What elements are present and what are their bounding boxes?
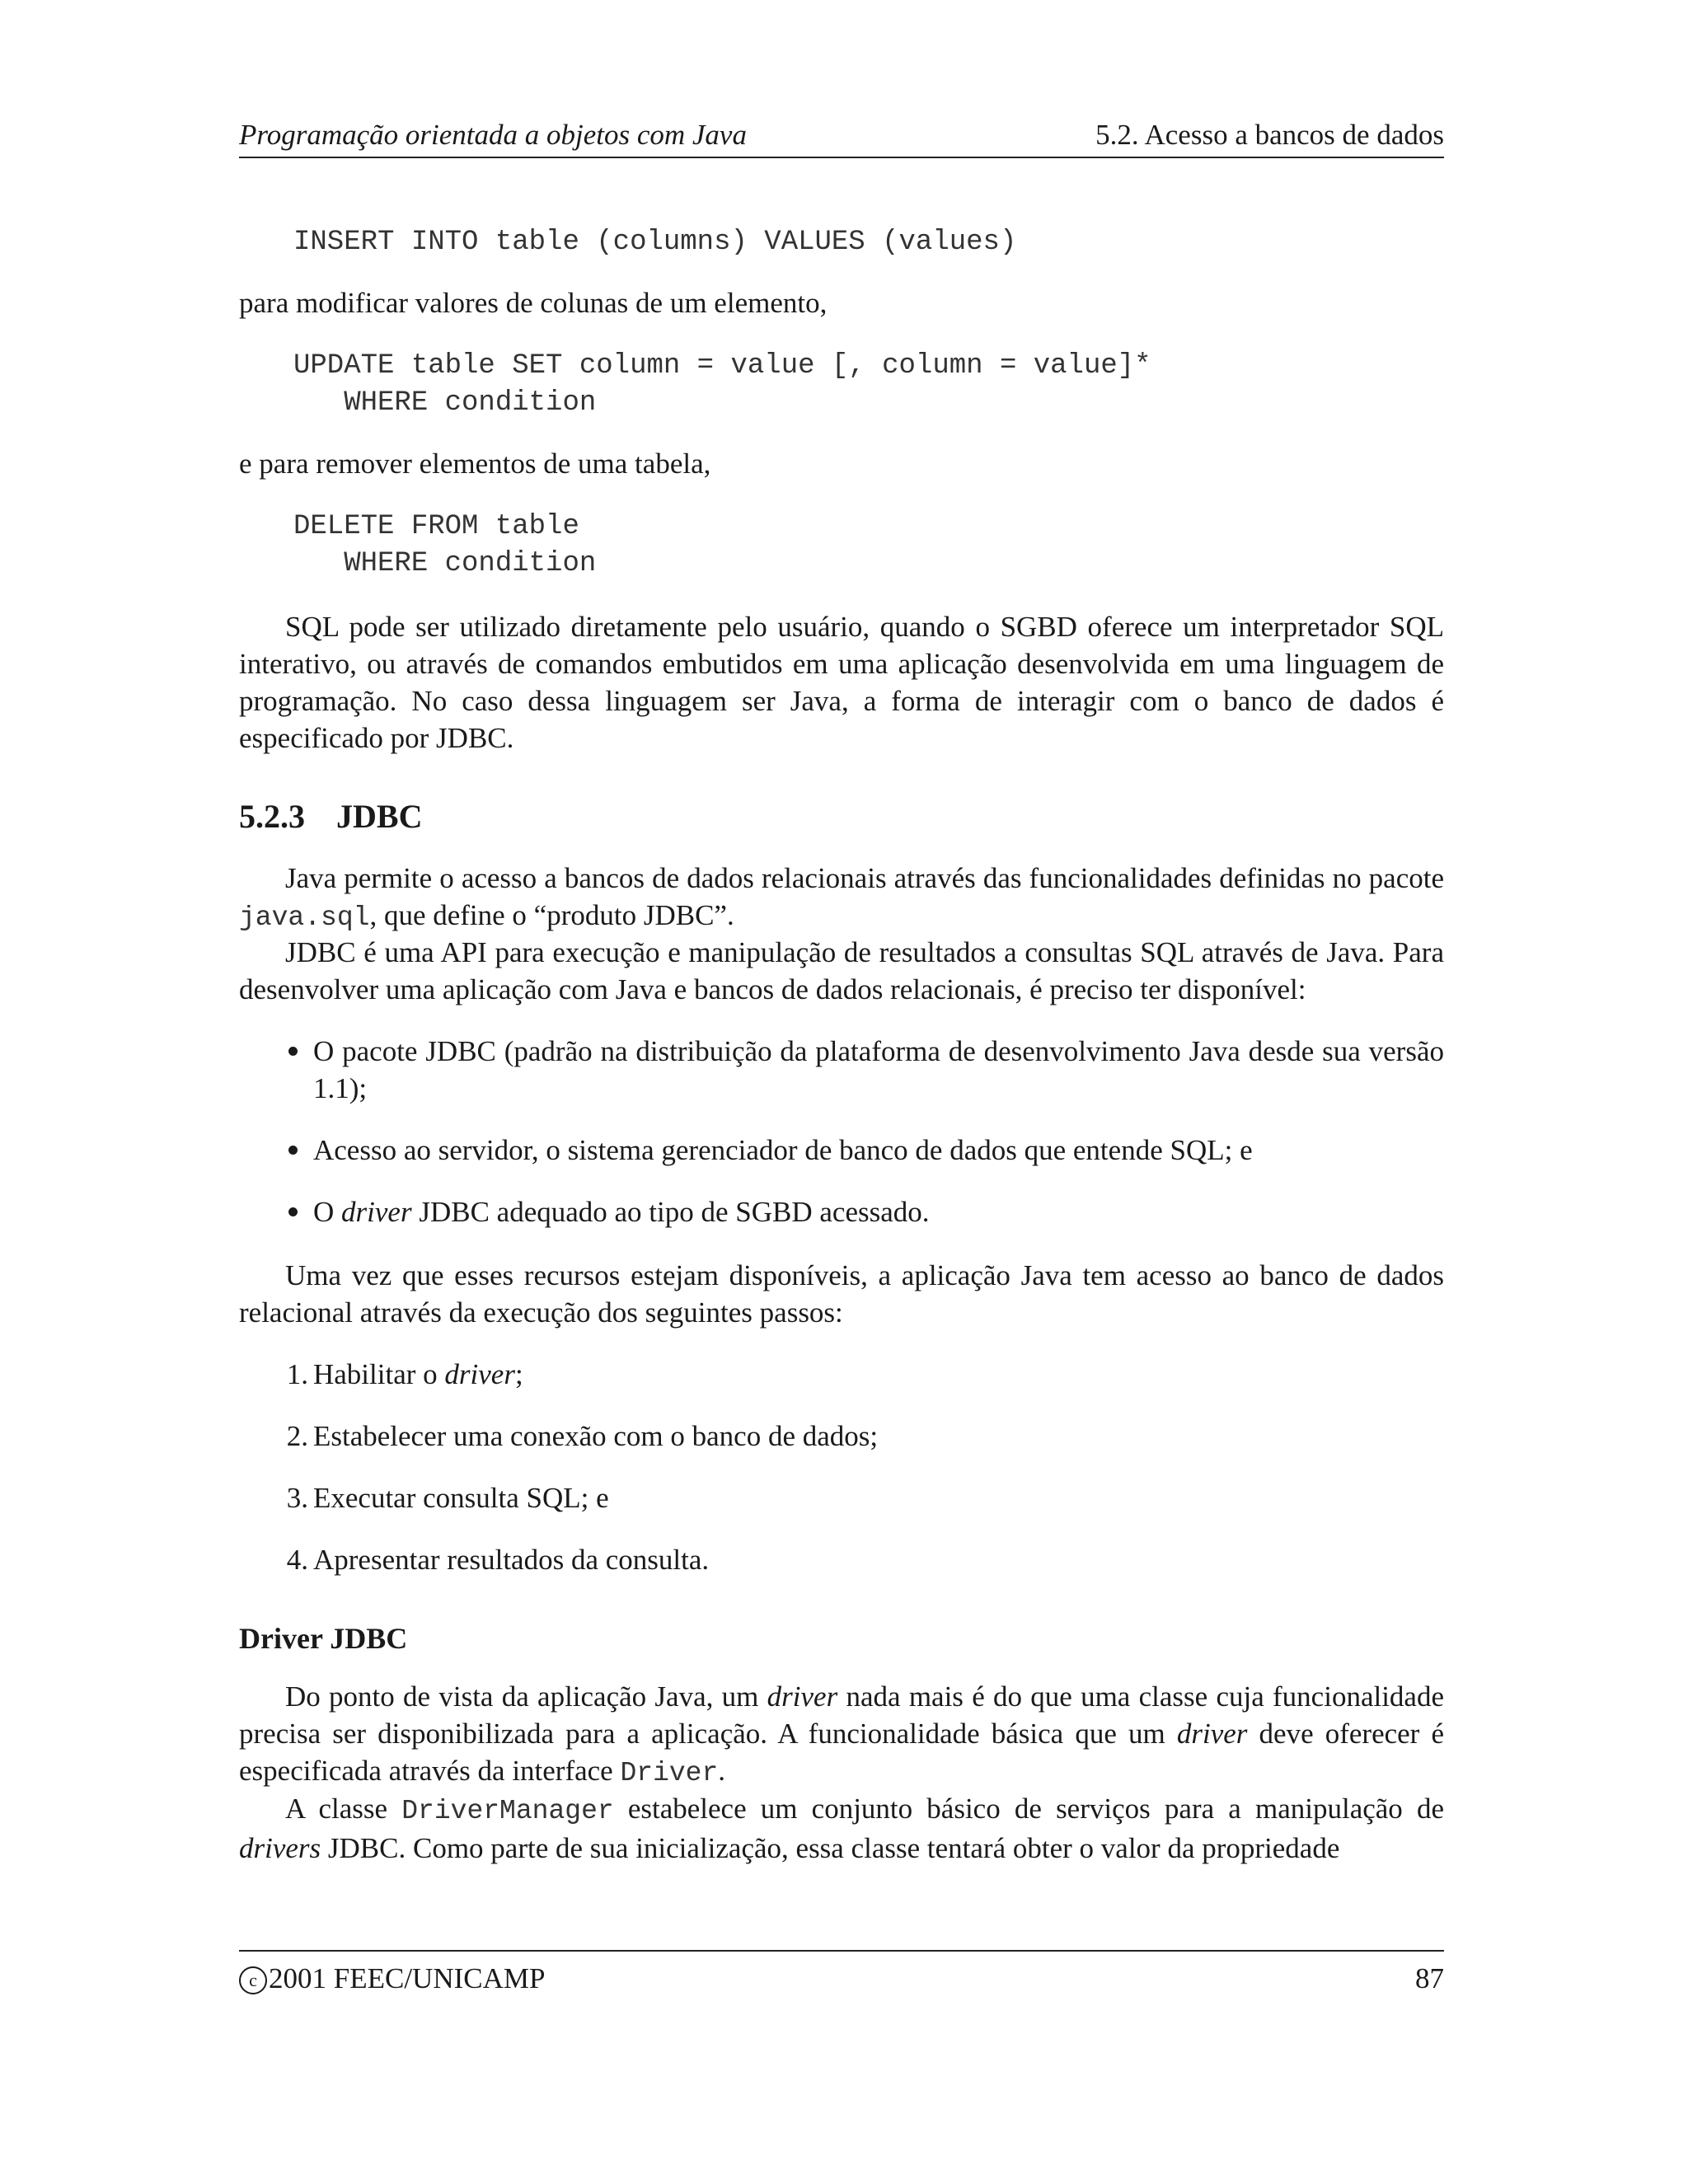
copyright-icon: c <box>239 1966 267 1994</box>
emphasis: drivers <box>239 1832 321 1864</box>
list-item <box>285 1418 1444 1455</box>
list-item <box>285 1541 1444 1578</box>
paragraph-sql: SQL pode ser utilizado diretamente pelo usuário, quando o SGBD oferece um interpretador SQL interativo, ou através de comandos embutidos em uma aplicação desenvolvida em uma linguagem de programação. No caso dessa linguagem ser Java, a forma de interagir com o banco de dados é especificado por JDBC. <box>239 611 1444 754</box>
code-update-line-1: UPDATE table SET column = value [, column = value]* <box>293 350 1151 382</box>
document-page <box>239 0 1444 2184</box>
footer-copyright <box>239 1960 545 1997</box>
steps-list <box>285 1356 1444 1578</box>
code-delete-line-1: DELETE FROM table <box>293 511 579 542</box>
page-number: 87 <box>1415 1962 1444 1994</box>
list-item <box>285 1193 1444 1230</box>
step-number: 2. <box>286 1420 308 1452</box>
requirements-list <box>285 1033 1444 1230</box>
list-item <box>285 1132 1444 1169</box>
bullet-icon <box>280 1193 305 1230</box>
paragraph-java-sql <box>239 860 1444 936</box>
text-run: A classe <box>285 1793 402 1825</box>
bullet-icon <box>280 1033 305 1070</box>
section-number: 5.2.3 <box>239 798 305 835</box>
list-item <box>285 1479 1444 1516</box>
bullet-icon <box>280 1132 305 1169</box>
emphasis: driver <box>341 1196 412 1228</box>
text-run: Do ponto de vista da aplicação Java, um <box>285 1680 767 1713</box>
header-section-title: 5.2. Acesso a bancos de dados <box>1095 119 1444 151</box>
text-run: . <box>718 1755 726 1787</box>
emphasis: driver <box>1176 1718 1248 1750</box>
footer-rule <box>239 1950 1444 1952</box>
code-insert: INSERT INTO table (columns) VALUES (values) <box>293 227 1017 258</box>
step-number: 4. <box>286 1544 308 1576</box>
section-heading <box>239 798 422 835</box>
list-item-text: O pacote JDBC (padrão na distribuição da plataforma de desenvolvimento Java desde sua versão 1.1); <box>313 1035 1444 1104</box>
emphasis: driver <box>767 1680 838 1713</box>
paragraph-modify: para modificar valores de colunas de um elemento, <box>239 287 828 319</box>
subsection-heading: Driver JDBC <box>239 1622 408 1655</box>
text-run: JDBC adequado ao tipo de SGBD acessado. <box>411 1196 930 1228</box>
code-driver-manager: DriverManager <box>401 1796 614 1826</box>
step-number: 1. <box>286 1358 308 1390</box>
page-footer <box>239 1960 1444 1997</box>
paragraph-driver <box>239 1678 1444 1792</box>
text-run: Java permite o acesso a bancos de dados relacionais através das funcionalidades definidas no pacote <box>285 862 1444 894</box>
footer-copyright-text: 2001 FEEC/UNICAMP <box>269 1962 546 1994</box>
text-run: Habilitar o <box>313 1358 445 1390</box>
header-book-title: Programação orientada a objetos com Java <box>239 119 747 151</box>
text-run: , que define o “produto JDBC”. <box>369 899 734 931</box>
text-run: deve oferecer é especificada através da interface <box>239 1718 1444 1787</box>
code-update-line-2: WHERE condition <box>293 387 597 419</box>
code-delete-line-2: WHERE condition <box>293 548 597 579</box>
text-run: JDBC. Como parte de sua inicialização, essa classe tentará obter o valor da propriedade <box>321 1832 1340 1864</box>
emphasis: driver <box>444 1358 515 1390</box>
text-run: estabelece um conjunto básico de serviços para a manipulação de <box>613 1793 1444 1825</box>
section-title: JDBC <box>336 798 423 835</box>
step-number: 3. <box>286 1482 308 1514</box>
list-item-text: Estabelecer uma conexão com o banco de dados; <box>313 1420 879 1452</box>
text-run: nada mais é do que uma classe cuja funcionalidade precisa ser disponibilizada para a aplicação. A funcionalidade básica que um <box>239 1680 1444 1750</box>
code-driver: Driver <box>620 1758 719 1788</box>
list-item-text: Acesso ao servidor, o sistema gerenciador de banco de dados que entende SQL; e <box>313 1134 1253 1166</box>
list-item-text: Executar consulta SQL; e <box>313 1482 609 1514</box>
text-run: O <box>313 1196 342 1228</box>
code-java-sql: java.sql <box>239 902 370 933</box>
paragraph-steps-intro: Uma vez que esses recursos estejam disponíveis, a aplicação Java tem acesso ao banco de dados relacional através da execução dos seguintes passos: <box>239 1259 1444 1329</box>
paragraph-remove: e para remover elementos de uma tabela, <box>239 448 711 480</box>
running-header <box>239 120 1444 158</box>
paragraph-jdbc-api: JDBC é uma API para execução e manipulação de resultados a consultas SQL através de Java. Para desenvolver uma aplicação com Java e bancos de dados relacionais, é preciso ter disponível: <box>239 936 1444 1005</box>
paragraph-driver-manager <box>239 1790 1444 1867</box>
list-item-text: Apresentar resultados da consulta. <box>313 1544 710 1576</box>
list-item <box>285 1033 1444 1107</box>
list-item <box>285 1356 1444 1393</box>
text-run: ; <box>514 1358 523 1390</box>
